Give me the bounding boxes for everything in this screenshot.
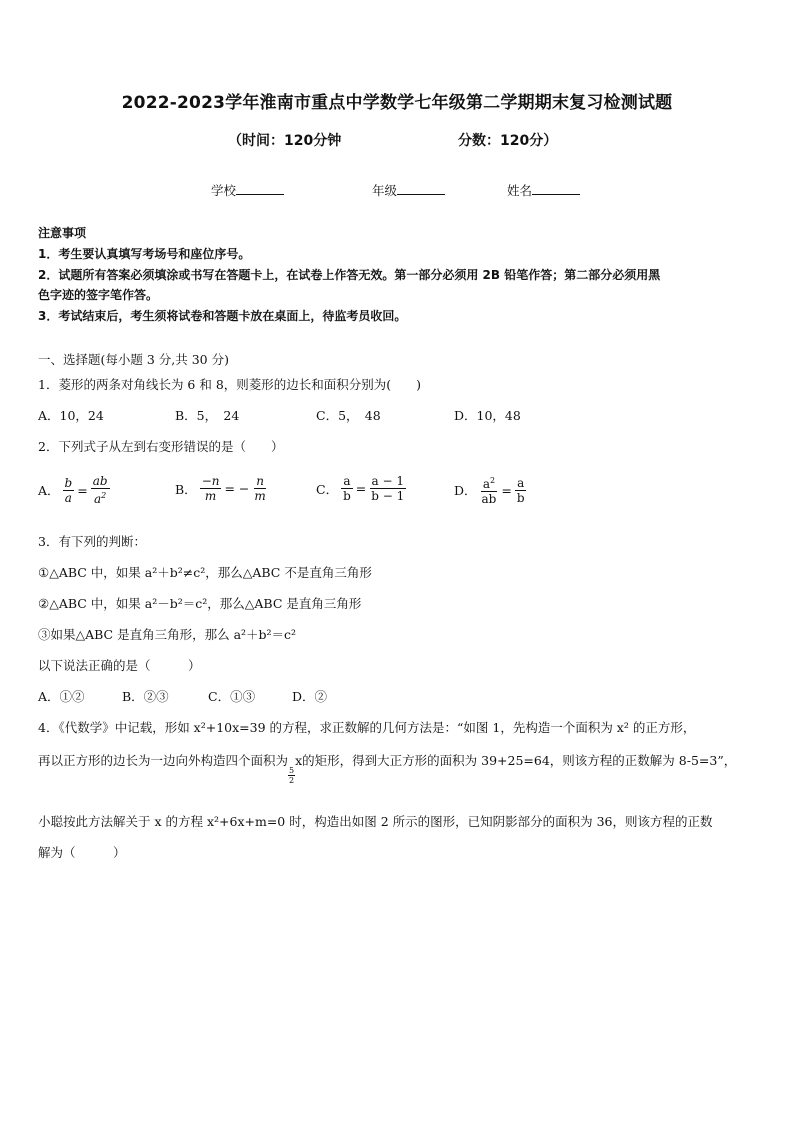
name-field (507, 181, 580, 199)
q4-fraction: $\frac{5}{2}$ (289, 766, 295, 785)
question-4-line: 再以正方形的边长为一边向外构造四个面积为 $\frac{5}{2}$ x的矩形，得到大正方形的面积为 39+25=64，则该方程的正数解为 8-5=3”， (38, 753, 737, 785)
notice-item: 3．考试结束后，考生须将试卷和答题卡放在桌面上，待监考员收回。 (38, 309, 407, 323)
q2-b-label: B． (175, 481, 197, 497)
question-4-line: 小聪按此方法解关于 x 的方程 x²+6x+m=0 时，构造出如图 2 所示的图形，已知阴影部分的面积为 36，则该方程的正数 (38, 814, 713, 829)
school-field (211, 181, 284, 199)
name-blank (532, 182, 580, 195)
q2-d-left-fraction: $\frac{a^2}{ab}$ (481, 476, 497, 506)
notice-item: 色字迹的签字笔作答。 (38, 288, 159, 302)
q3-option-c: C．①③ (208, 689, 256, 704)
q1-option-d: D．10，48 (454, 408, 521, 423)
question-4-line: 4．《代数学》中记载，形如 x²+10x=39 的方程，求正数解的几何方法是：“如图 1，先构造一个面积为 x² 的正方形， (38, 720, 696, 735)
q2-c-right-fraction: $\frac{a - 1}{b - 1}$ (371, 474, 405, 503)
q2-b-left-fraction: $\frac{-n}{m}$ (201, 474, 220, 503)
q2-option-d: D． $\frac{a^2}{ab}$ = $\frac{a}{b}$ (454, 475, 525, 506)
q3-prompt: 以下说法正确的是（ ） (38, 658, 201, 673)
q1-option-b: B．5， 24 (175, 408, 240, 423)
notice-heading: 注意事项 (38, 226, 87, 240)
grade-field (372, 181, 445, 199)
name-label: 姓名 (507, 183, 533, 198)
q2-c-label: C． (316, 481, 339, 497)
grade-label: 年级 (372, 183, 398, 198)
school-blank (236, 182, 284, 195)
q2-option-c: C． $\frac{a}{b}$ = $\frac{a - 1}{b - 1}$ (316, 474, 405, 503)
notice-item: 2．试题所有答案必须填涂或书写在答题卡上，在试卷上作答无效。第一部分必须用 2B 铅笔作答；第二部分必须用黑 (38, 268, 661, 282)
q2-b-right-fraction: $\frac{n}{m}$ (254, 474, 266, 503)
question-3-stem: 3．有下列的判断： (38, 534, 146, 549)
exam-score: 分数：120分） (458, 133, 558, 149)
q2-d-right-fraction: $\frac{a}{b}$ (516, 475, 525, 505)
question-2-stem: 2．下列式子从左到右变形错误的是（ ） (38, 439, 284, 454)
grade-blank (397, 182, 445, 195)
q2-option-b: B． $\frac{-n}{m}$ = − $\frac{n}{m}$ (175, 474, 266, 503)
question-1-stem: 1．菱形的两条对角线长为 6 和 8，则菱形的边长和面积分别为( ) (38, 377, 422, 392)
section-heading: 一、选择题(每小题 3 分,共 30 分) (38, 352, 229, 367)
q2-d-label: D． (454, 483, 477, 498)
q3-option-b: B．②③ (122, 689, 169, 704)
q1-option-c: C．5， 48 (316, 408, 381, 423)
q1-option-a: A．10，24 (38, 408, 104, 423)
q3-statement: ①△ABC 中，如果 a²＋b²≠c²，那么△ABC 不是直角三角形 (38, 565, 372, 580)
page-title: 2022-2023学年淮南市重点中学数学七年级第二学期期末复习检测试题 (121, 93, 673, 113)
exam-time: （时间：120分钟 (228, 133, 342, 149)
q3-option-a: A．①② (38, 689, 85, 704)
q3-option-d: D．② (292, 689, 328, 704)
q2-a-right-fraction: $\frac{ab}{a^2}$ (92, 474, 108, 506)
notice-item: 1．考生要认真填写考场号和座位序号。 (38, 247, 251, 261)
q3-statement: ③如果△ABC 是直角三角形，那么 a²＋b²＝c² (38, 627, 297, 642)
q2-a-label: A． (38, 483, 60, 498)
q3-statement: ②△ABC 中，如果 a²－b²＝c²，那么△ABC 是直角三角形 (38, 596, 362, 611)
school-label: 学校 (211, 183, 237, 198)
q2-c-left-fraction: $\frac{a}{b}$ (343, 474, 351, 503)
question-4-line: 解为（ ） (38, 845, 126, 860)
q2-a-left-fraction: $\frac{b}{a}$ (64, 475, 73, 505)
q2-option-a: A． $\frac{b}{a}$ = $\frac{ab}{a^2}$ (38, 474, 108, 506)
